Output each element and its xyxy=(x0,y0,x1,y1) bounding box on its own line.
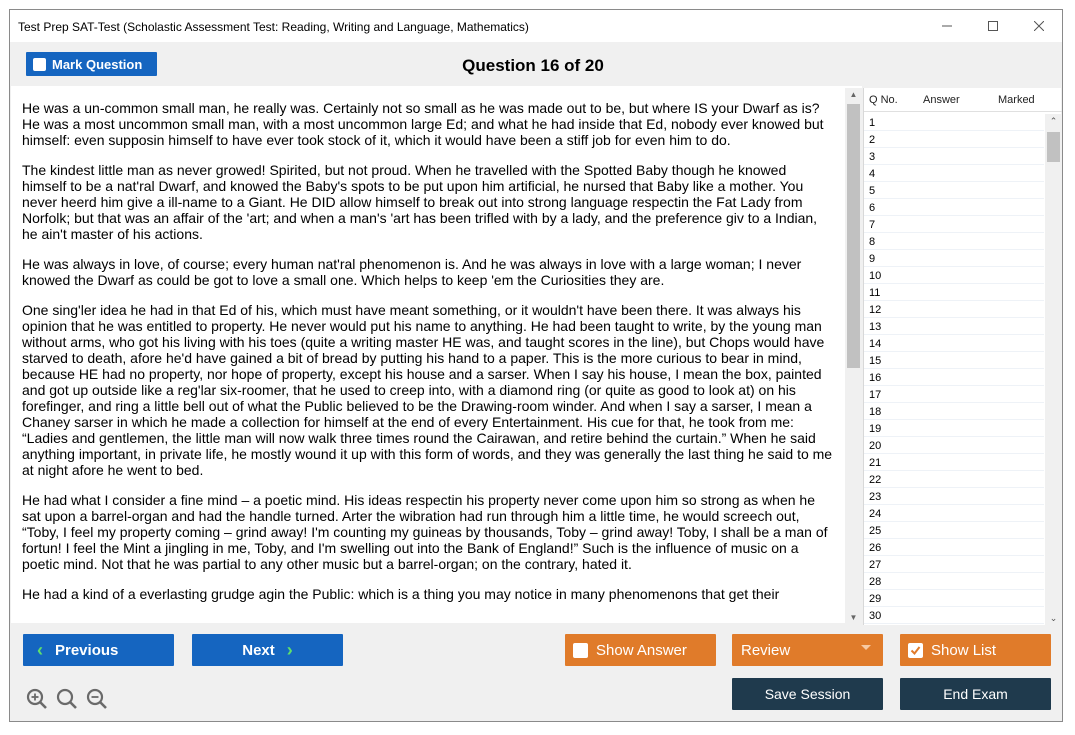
passage-paragraph: He had a kind of a everlasting grudge agin the Public: which is a thing you may notice in many phenomenons that get their xyxy=(22,586,780,602)
question-number: 17 xyxy=(869,389,882,401)
passage-paragraph: One sing'ler idea he had in that Ed of his, which must have meant something, or it wouldn't have been there. It was always his opinion that he was entitled to property. He never would put his name to anything. He had been taught to write, by the young man without arms, who got his living with his toes (quite a writing master HE was, and taught scores in the line), but Chops would have starved to death, afore he'd have gained a bit of bread by putting his hand to a paper. This is the more curious to bear in mind, because HE had no property, nor hope of property, except his house and a sarser. When I say his house, I mean the box, painted and got up outside like a reg'lar six-roomer, that he used to creep into, with a diamond ring (or quite as good to look at) on his forefinger, and ring a little bell out of what the Public believed to be the Drawing-room winder. And when I say a sarser, I mean a Chaney sarser in which he made a collection for himself at the end of every Entertainment. His cue for that, he took from me: “Ladies and gentlemen, the little man will now walk three times round the Cairawan, and retire behind the curtain.” When he said anything important, in private life, he mostly wound it up with this form of words, and they was generally the last thing he said to me at night afore he went to bed. xyxy=(22,302,833,478)
question-number: 8 xyxy=(869,236,876,248)
show-answer-checkbox[interactable] xyxy=(573,643,588,658)
question-list-panel xyxy=(863,88,1061,625)
save-session-label: Save Session xyxy=(764,686,851,702)
question-row[interactable] xyxy=(864,182,1044,199)
question-row[interactable] xyxy=(864,199,1044,216)
passage-text xyxy=(22,100,834,616)
caret-down-icon xyxy=(861,645,871,650)
question-list-rows xyxy=(864,114,1044,624)
mark-question-label: Mark Question xyxy=(52,56,143,72)
zoom-out-icon[interactable] xyxy=(86,688,108,710)
chevron-right-icon: › xyxy=(286,639,293,660)
question-row[interactable] xyxy=(864,216,1044,233)
question-number: 1 xyxy=(869,117,876,129)
next-label: Next xyxy=(242,641,275,659)
question-number: 9 xyxy=(869,253,876,265)
question-number: 6 xyxy=(869,202,876,214)
question-number: 5 xyxy=(869,185,876,197)
show-list-checkbox[interactable] xyxy=(908,643,923,658)
question-list-scroll-thumb[interactable] xyxy=(1047,132,1060,162)
question-row[interactable] xyxy=(864,148,1044,165)
show-list-toggle[interactable] xyxy=(900,634,1051,666)
passage-panel xyxy=(11,86,862,623)
minimize-button[interactable] xyxy=(924,10,970,42)
show-answer-toggle[interactable] xyxy=(565,634,716,666)
question-number: 20 xyxy=(869,440,882,452)
question-number: 13 xyxy=(869,321,882,333)
question-row[interactable] xyxy=(864,539,1044,556)
question-list-scrollbar[interactable] xyxy=(1045,114,1062,625)
question-number: 24 xyxy=(869,508,882,520)
header-marked[interactable]: Marked xyxy=(998,94,1035,106)
question-row[interactable] xyxy=(864,250,1044,267)
question-row[interactable] xyxy=(864,114,1044,131)
question-number: 15 xyxy=(869,355,882,367)
question-number: 16 xyxy=(869,372,882,384)
question-row[interactable] xyxy=(864,335,1044,352)
passage-paragraph: The kindest little man as never growed! Spirited, but not proud. When he travelled with the Spotted Baby though he knowed himself to be a nat'ral Dwarf, and knowed the Baby's spots to be put upon him artificial, he nursed that Baby like a mother. You never heerd him give a ill-name to a Giant. He DID allow himself to break out into strong language respectin the Fat Lady from Norfolk; but that was an affair of the 'art; and when a man's 'art has been trifled with by a lady, and the preference giv to a Indian, he ain't master of his actions. xyxy=(22,162,818,242)
question-number: 22 xyxy=(869,474,882,486)
question-number: 2 xyxy=(869,134,876,146)
question-row[interactable] xyxy=(864,488,1044,505)
question-list-header xyxy=(864,88,1062,112)
passage-scroll-thumb[interactable] xyxy=(847,104,860,368)
question-row[interactable] xyxy=(864,284,1044,301)
mark-question-checkbox[interactable] xyxy=(33,58,46,71)
question-number: 28 xyxy=(869,576,882,588)
previous-label: Previous xyxy=(55,641,119,659)
question-row[interactable] xyxy=(864,522,1044,539)
question-row[interactable] xyxy=(864,352,1044,369)
close-icon xyxy=(1034,21,1044,31)
maximize-icon xyxy=(988,21,998,31)
review-label: Review xyxy=(741,641,791,659)
title-bar xyxy=(10,10,1062,42)
chevron-up-icon[interactable]: ⌃ xyxy=(1049,116,1058,126)
question-row[interactable] xyxy=(864,454,1044,471)
question-number: 23 xyxy=(869,491,882,503)
scroll-down-icon[interactable]: ▼ xyxy=(849,613,858,622)
question-number: 27 xyxy=(869,559,882,571)
passage-scrollbar[interactable] xyxy=(845,88,862,625)
next-button[interactable] xyxy=(192,634,343,666)
question-number: 4 xyxy=(869,168,876,180)
passage-paragraph: He was always in love, of course; every human nat'ral phenomenon is. And he was always in love with a large woman; I never knowed the Dwarf as could be got to love a small one. Which helps to keep 'em the Curiosities they are. xyxy=(22,256,802,288)
previous-button[interactable] xyxy=(23,634,174,666)
question-number: 25 xyxy=(869,525,882,537)
question-row[interactable] xyxy=(864,590,1044,607)
question-number: 26 xyxy=(869,542,882,554)
question-row[interactable] xyxy=(864,131,1044,148)
question-number: 19 xyxy=(869,423,882,435)
header-answer[interactable]: Answer xyxy=(923,94,960,106)
question-row[interactable] xyxy=(864,267,1044,284)
question-row[interactable] xyxy=(864,556,1044,573)
header-qno[interactable]: Q No. xyxy=(869,94,898,106)
question-number: 11 xyxy=(869,287,881,299)
close-button[interactable] xyxy=(1016,10,1062,42)
checkmark-icon xyxy=(910,645,921,656)
question-row[interactable] xyxy=(864,607,1044,624)
question-number: 14 xyxy=(869,338,882,350)
maximize-button[interactable] xyxy=(970,10,1016,42)
question-row[interactable] xyxy=(864,420,1044,437)
question-number: 12 xyxy=(869,304,882,316)
chevron-down-icon[interactable]: ⌄ xyxy=(1049,613,1058,623)
question-number: 7 xyxy=(869,219,876,231)
question-row[interactable] xyxy=(864,403,1044,420)
mark-question-button[interactable] xyxy=(26,52,157,76)
passage-paragraph: He was a un-common small man, he really was. Certainly not so small as he was made out to be, but where IS your Dwarf as is? He was a most uncommon small man, with a most uncommon large Ed; and what he had inside that Ed, nobody ever knowed but himself: even supposin himself to have ever took stock of it, which it would have been a stiff job for even him to do. xyxy=(22,100,824,148)
question-row[interactable] xyxy=(864,386,1044,403)
review-dropdown[interactable] xyxy=(732,634,883,666)
show-list-label: Show List xyxy=(931,641,997,659)
minimize-icon xyxy=(942,21,952,31)
question-number: 10 xyxy=(869,270,882,282)
chevron-left-icon: ‹ xyxy=(37,639,43,660)
question-title: Question 16 of 20 xyxy=(462,56,604,75)
question-row[interactable] xyxy=(864,573,1044,590)
question-number: 29 xyxy=(869,593,882,605)
question-row[interactable] xyxy=(864,301,1044,318)
zoom-reset-icon[interactable] xyxy=(56,688,78,710)
question-row[interactable] xyxy=(864,318,1044,335)
question-row[interactable] xyxy=(864,437,1044,454)
app-window xyxy=(9,9,1063,722)
scroll-up-icon[interactable]: ▲ xyxy=(849,90,858,99)
question-number: 30 xyxy=(869,610,882,622)
end-exam-label: End Exam xyxy=(943,686,1008,702)
question-row[interactable] xyxy=(864,505,1044,522)
save-session-button[interactable] xyxy=(732,678,883,710)
question-row[interactable] xyxy=(864,233,1044,250)
question-row[interactable] xyxy=(864,369,1044,386)
question-number: 21 xyxy=(869,457,882,469)
question-number: 18 xyxy=(869,406,882,418)
question-row[interactable] xyxy=(864,165,1044,182)
window-title: Test Prep SAT-Test (Scholastic Assessment Test: Reading, Writing and Language, Mathematics) xyxy=(18,20,529,34)
show-answer-label: Show Answer xyxy=(596,641,687,659)
end-exam-button[interactable] xyxy=(900,678,1051,710)
passage-paragraph: He had what I consider a fine mind – a poetic mind. His ideas respectin his property never come upon him so strong as when he sat upon a barrel-organ and had the handle turned. Arter the wibration had run through him a little time, he would screech out, “Toby, I feel my property coming – grind away! I'm counting my guineas by thousands, Toby – grind away! Toby, I shall be a man of fortun! I feel the Mint a jingling in me, Toby, and I'm swelling out into the Bank of England!” Such is the influence of music on a poetic mind. Not that he was partial to any other music but a barrel-organ; on the contrary, hated it. xyxy=(22,492,828,572)
zoom-in-icon[interactable] xyxy=(26,688,48,710)
question-number: 3 xyxy=(869,151,876,163)
question-row[interactable] xyxy=(864,471,1044,488)
